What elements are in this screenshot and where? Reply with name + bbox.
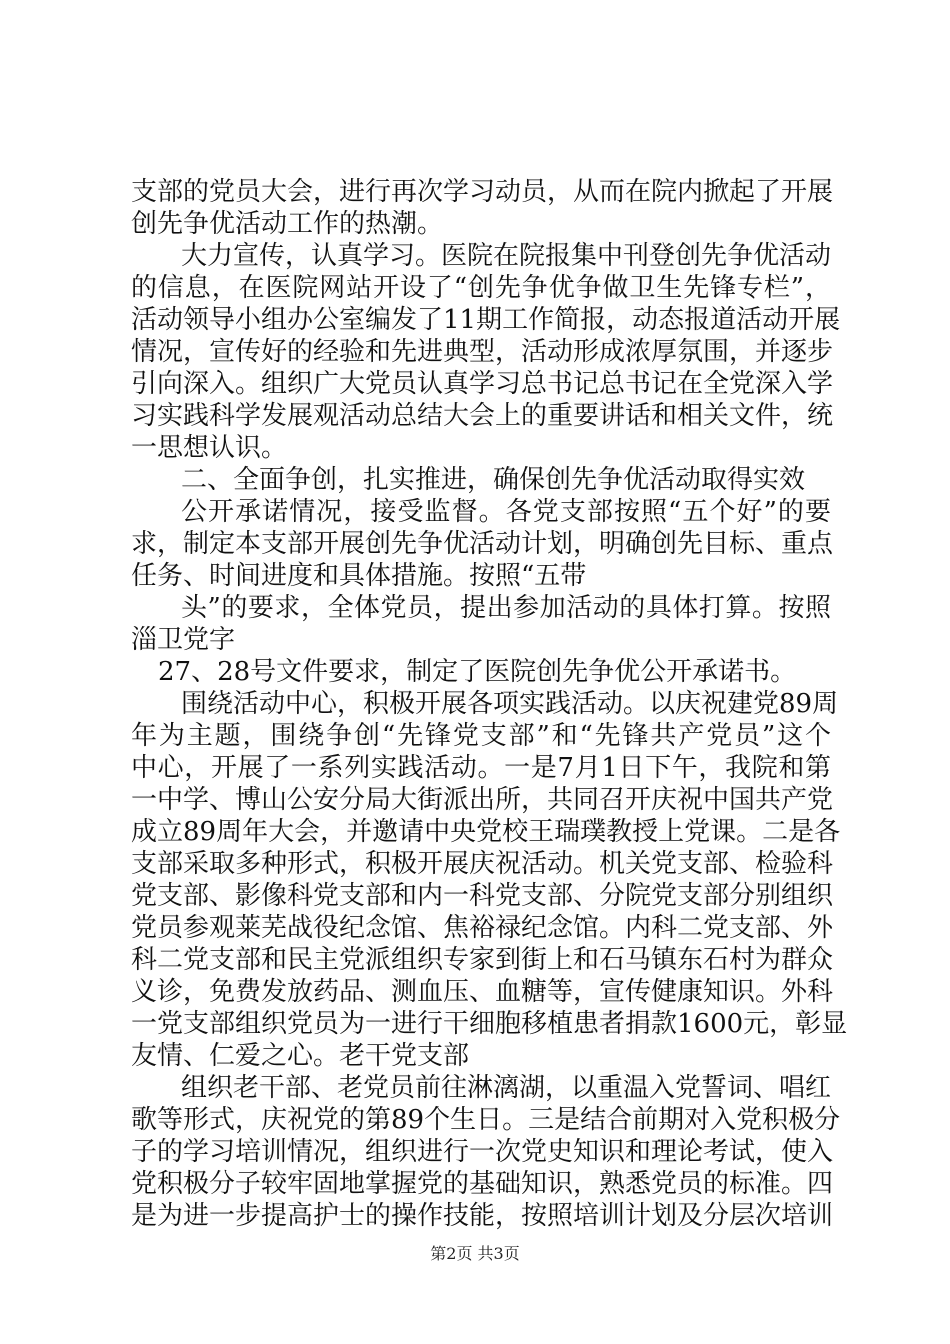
text-line: 公开承诺情况，接受监督。各党支部按照“五个好”的要 (181, 497, 831, 527)
text-line: 义诊，免费发放药品、测血压、血糖等，宣传健康知识。外科 (131, 977, 834, 1007)
text-line: 友情、仁爱之心。老干党支部 (131, 1041, 470, 1071)
text-line: 活动领导小组办公室编发了11期工作简报，动态报道活动开展 (131, 305, 841, 335)
text-line: 组织老干部、老党员前往淋漓湖，以重温入党誓词、唱红 (181, 1073, 832, 1103)
text-line: 成立89周年大会，并邀请中央党校王瑞璞教授上党课。二是各 (131, 817, 841, 847)
text-line: 任务、时间进度和具体措施。按照“五带 (131, 561, 587, 591)
text-line: 大力宣传，认真学习。医院在院报集中刊登创先争优活动 (181, 241, 832, 271)
text-line: 中心，开展了一系列实践活动。一是7月1日下午，我院和第 (131, 753, 831, 783)
text-line: 引向深入。组织广大党员认真学习总书记总书记在全党深入学 (131, 369, 834, 399)
text-line: 子的学习培训情况，组织进行一次党史知识和理论考试，使入 (131, 1137, 834, 1167)
text-line: 年为主题，围绕争创“先锋党支部”和“先锋共产党员”这个 (131, 721, 831, 751)
text-line: 求，制定本支部开展创先争优活动计划，明确创先目标、重点 (131, 529, 834, 559)
section-heading: 二、全面争创，扎实推进，确保创先争优活动取得实效 (181, 465, 806, 495)
text-line: 科二党支部和民主党派组织专家到街上和石马镇东石村为群众 (131, 945, 834, 975)
text-line: 27、28号文件要求，制定了医院创先争优公开承诺书。 (158, 657, 797, 687)
text-line: 歌等形式，庆祝党的第89个生日。三是结合前期对入党积极分 (131, 1105, 841, 1135)
text-line: 围绕活动中心，积极开展各项实践活动。以庆祝建党89周 (181, 689, 839, 719)
text-line: 是为进一步提高护士的操作技能，按照培训计划及分层次培训 (131, 1201, 834, 1231)
text-line: 党支部、影像科党支部和内一科党支部、分院党支部分别组织 (131, 881, 834, 911)
text-line: 的信息，在医院网站开设了“创先争优争做卫生先锋专栏”， (131, 273, 831, 303)
text-line: 创先争优活动工作的热潮。 (131, 209, 444, 239)
text-line: 一思想认识。 (131, 433, 288, 463)
text-line: 情况，宣传好的经验和先进典型，活动形成浓厚氛围，并逐步 (131, 337, 834, 367)
text-line: 一中学、博山公安分局大街派出所，共同召开庆祝中国共产党 (131, 785, 834, 815)
text-line: 习实践科学发展观活动总结大会上的重要讲话和相关文件，统 (131, 401, 834, 431)
text-line: 党员参观莱芜战役纪念馆、焦裕禄纪念馆。内科二党支部、外 (131, 913, 834, 943)
text-line: 党积极分子较牢固地掌握党的基础知识，熟悉党员的标准。四 (131, 1169, 834, 1199)
text-line: 淄卫党字 (131, 625, 236, 655)
page-number-label: 第2页 共3页 (430, 1244, 520, 1263)
text-line: 支部的党员大会，进行再次学习动员，从而在院内掀起了开展 (131, 177, 834, 207)
text-line: 头”的要求，全体党员，提出参加活动的具体打算。按照 (181, 593, 831, 623)
page-footer (0, 1242, 950, 1266)
text-line: 一党支部组织党员为一进行干细胞移植患者捐款1600元，彰显 (131, 1009, 848, 1039)
text-line: 支部采取多种形式，积极开展庆祝活动。机关党支部、检验科 (131, 849, 834, 879)
